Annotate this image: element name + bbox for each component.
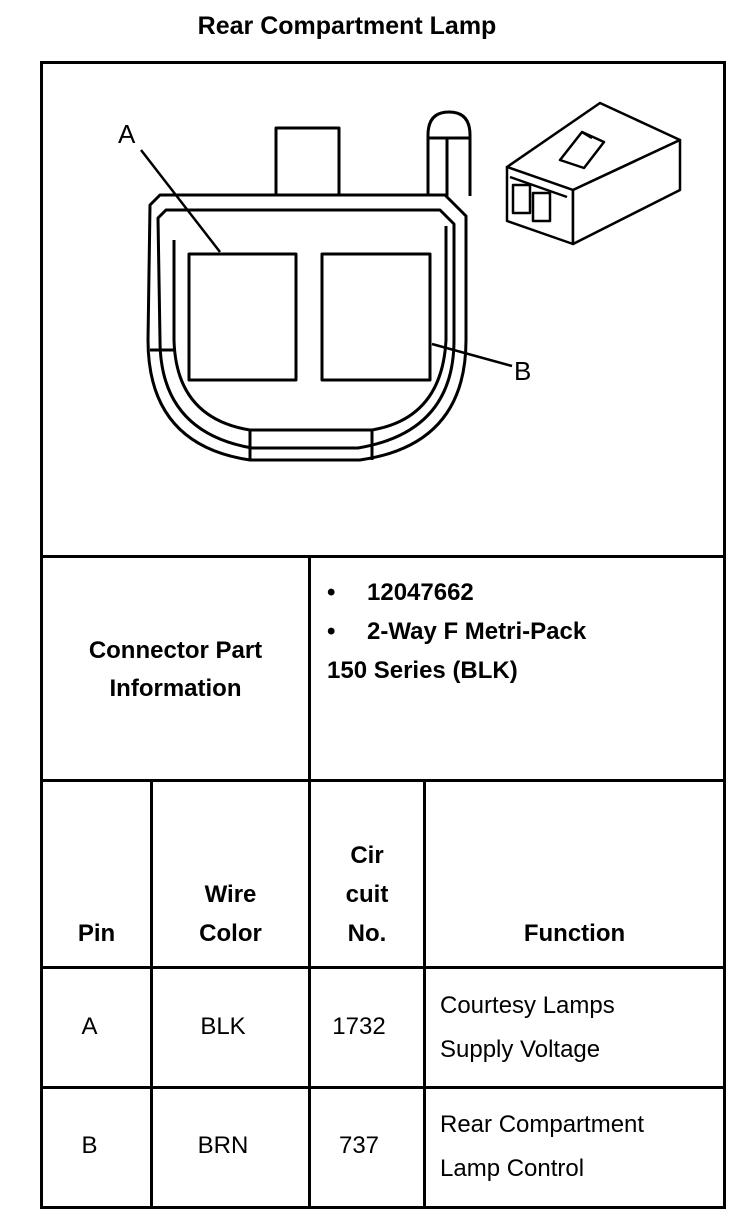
bullet-icon: •: [327, 618, 336, 645]
row-a-wire-color: BLK: [200, 1013, 246, 1040]
pin-b-label: B: [514, 356, 532, 386]
page-title: Rear Compartment Lamp: [197, 12, 497, 40]
row-a-circuit: 1732: [332, 1013, 386, 1040]
divider-col-circuit: [423, 781, 426, 1209]
header-circuit-no: Cir cuit No.: [345, 842, 389, 947]
row-b-wire-color: BRN: [197, 1132, 249, 1159]
list-item: • 12047662: [327, 573, 586, 612]
row-a-function: Courtesy Lamps Supply Voltage: [440, 992, 615, 1063]
connector-face-diagram: [43, 64, 723, 556]
row-b-circuit: 737: [338, 1132, 380, 1159]
connector-series: 150 Series (BLK): [327, 657, 518, 684]
header-function: Function: [523, 920, 626, 947]
row-a-pin: A: [81, 1013, 98, 1040]
row-b-pin: B: [81, 1132, 98, 1159]
header-pin: Pin: [77, 920, 116, 947]
connector-info-label: [43, 632, 308, 708]
connector-info-label-line2: Information: [109, 675, 242, 702]
divider-header: [40, 966, 726, 969]
connector-info-label-line1: Connector Part: [88, 637, 263, 664]
divider-row: [40, 1086, 726, 1089]
row-b-function: Rear Compartment Lamp Control: [440, 1111, 645, 1182]
connector-3d-icon: [507, 103, 680, 244]
connector-info-list: [327, 573, 586, 651]
connector-info-details: [327, 573, 586, 690]
list-item: • 2-Way F Metri-Pack: [327, 612, 586, 651]
bullet-icon: •: [327, 579, 336, 606]
pin-a-label: A: [118, 119, 136, 149]
divider-info: [40, 779, 726, 782]
header-wire-color: Wire Color: [199, 881, 262, 947]
